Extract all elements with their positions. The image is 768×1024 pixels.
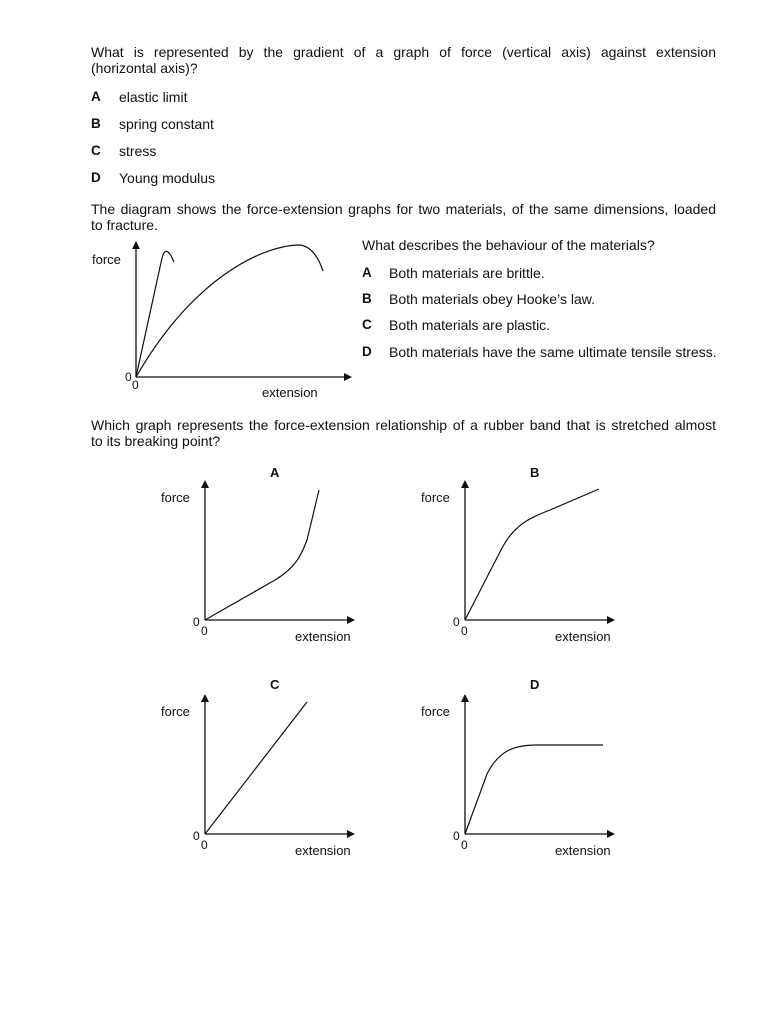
q3-graph-a (155, 460, 370, 650)
origin-y-label: 0 (125, 370, 132, 384)
origin-x-label: 0 (461, 838, 468, 852)
graph-letter: A (270, 465, 280, 480)
q1-stem-line2: (horizontal axis)? (91, 60, 198, 76)
y-axis-label: force (421, 490, 450, 505)
option-letter: A (362, 265, 372, 280)
origin-y-label: 0 (193, 615, 200, 629)
option-text: Both materials are plastic. (389, 317, 551, 333)
curve-d (465, 745, 603, 834)
option-text: elastic limit (119, 89, 188, 105)
option-text: stress (119, 143, 157, 159)
q2-force-extension-graph (85, 235, 355, 405)
option-letter: A (91, 89, 101, 104)
q3-graph-d (415, 674, 630, 864)
y-axis-label: force (421, 704, 450, 719)
q3-stem-line1: Which graph represents the force-extension relationship of a rubber band that is stretched almost (91, 417, 716, 433)
option-text: Both materials obey Hooke’s law. (389, 291, 595, 307)
origin-x-label: 0 (132, 378, 139, 392)
graph-letter: D (530, 677, 540, 692)
origin-x-label: 0 (201, 624, 208, 638)
y-axis-label: force (161, 490, 190, 505)
option-text: spring constant (119, 116, 214, 132)
origin-y-label: 0 (453, 829, 460, 843)
origin-x-label: 0 (201, 838, 208, 852)
option-letter: B (91, 116, 101, 131)
y-axis-label: force (161, 704, 190, 719)
x-axis-label: extension (555, 843, 611, 858)
q3-graph-c (155, 674, 370, 864)
option-text: Both materials are brittle. (389, 265, 545, 281)
x-axis-label: extension (295, 629, 351, 644)
option-text: Young modulus (119, 170, 216, 186)
curve-ductile-material (136, 245, 323, 377)
curve-a (205, 490, 319, 620)
option-letter: C (91, 143, 101, 158)
graph-letter: B (530, 465, 540, 480)
y-axis-label: force (92, 252, 121, 267)
q3-graph-b (415, 460, 630, 650)
origin-y-label: 0 (453, 615, 460, 629)
q2-stem: What describes the behaviour of the materials? (362, 237, 655, 253)
q2-intro-line2: to fracture. (91, 217, 158, 233)
origin-x-label: 0 (461, 624, 468, 638)
option-letter: D (91, 170, 101, 185)
curve-c (205, 702, 307, 834)
graph-letter: C (270, 677, 280, 692)
curve-brittle-material (136, 251, 174, 377)
curve-b (465, 489, 599, 620)
q2-intro-line1: The diagram shows the force-extension graphs for two materials, of the same dimensions, loaded (91, 201, 716, 217)
option-text: Both materials have the same ultimate tensile stress. (389, 344, 717, 360)
x-axis-label: extension (555, 629, 611, 644)
origin-y-label: 0 (193, 829, 200, 843)
q3-stem-line2: to its breaking point? (91, 433, 221, 449)
x-axis-label: extension (262, 385, 318, 400)
option-letter: D (362, 344, 372, 359)
x-axis-label: extension (295, 843, 351, 858)
option-letter: B (362, 291, 372, 306)
option-letter: C (362, 317, 372, 332)
q1-stem-line1: What is represented by the gradient of a graph of force (vertical axis) against extension (91, 44, 716, 60)
